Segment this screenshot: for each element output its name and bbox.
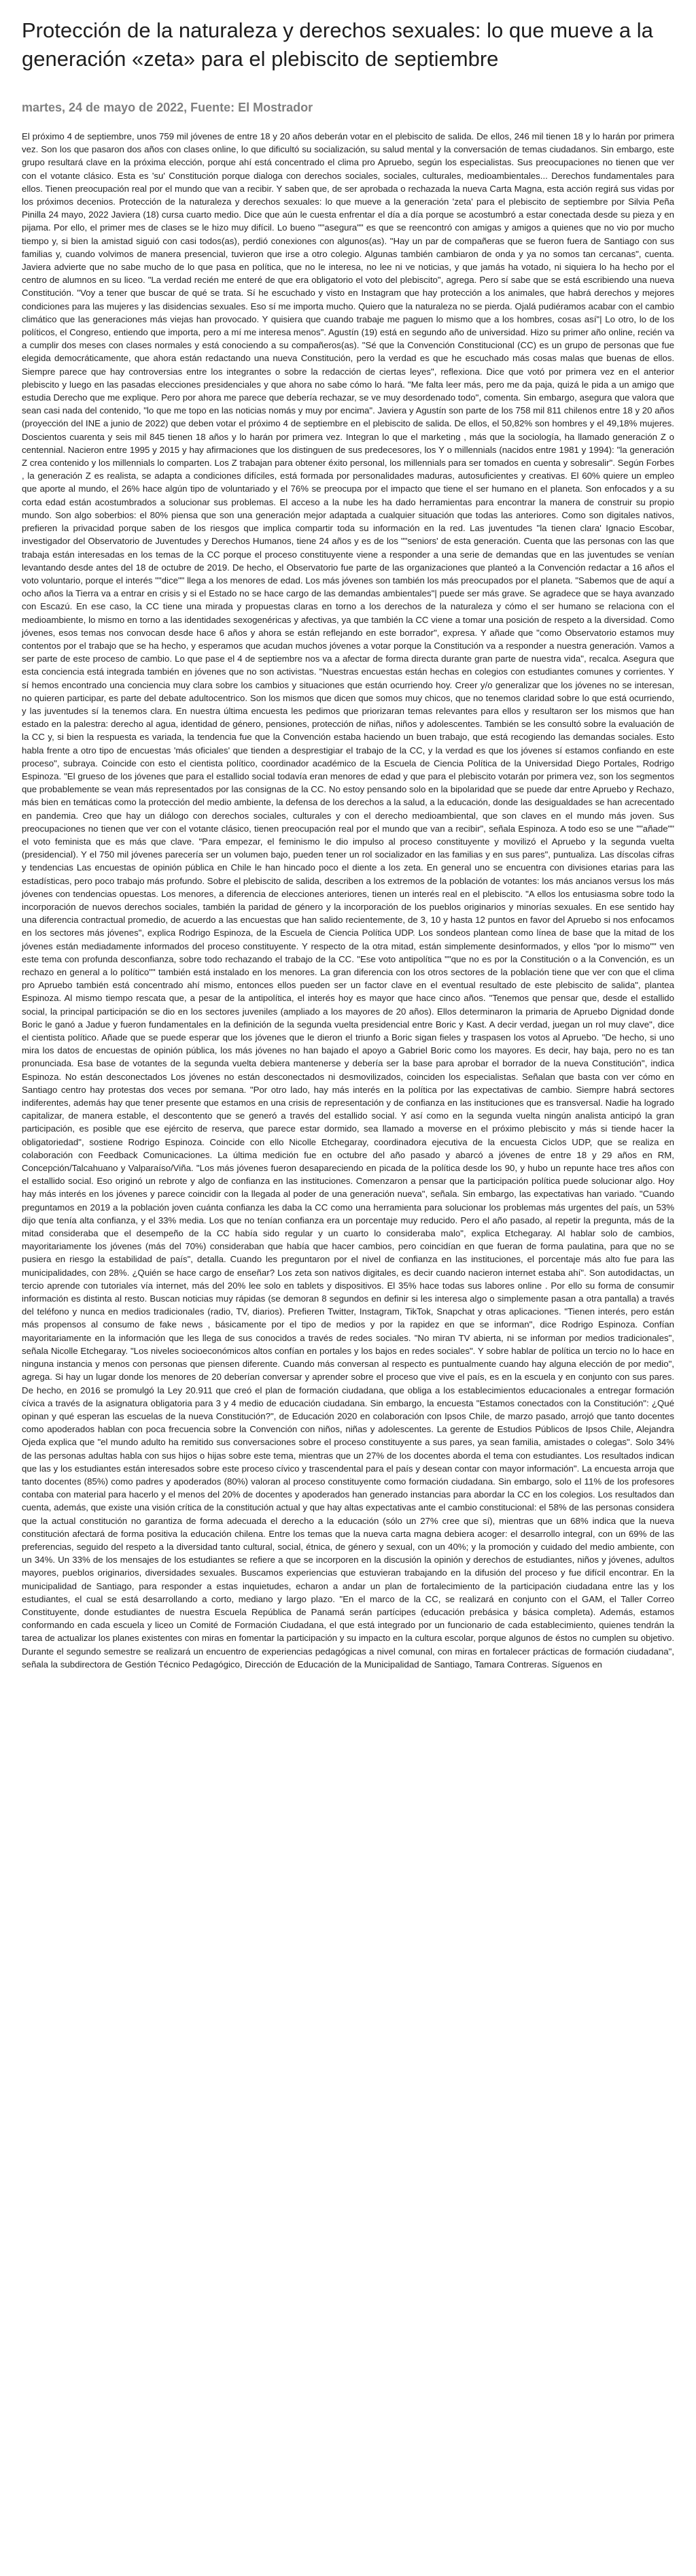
article-title: Protección de la naturaleza y derechos sexuales: lo que mueve a la generación «zeta» para el plebiscito de septiembre bbox=[22, 18, 653, 71]
article-body: El próximo 4 de septiembre, unos 759 mil jóvenes de entre 18 y 20 años deberán votar en el plebiscito de salida. De ellos, 246 mil tienen 18 y lo harán por primera vez. Son los que pasaron dos años con clases online, lo que dificultó su socialización, su salud mental y la conversación de temas ciudadanos. Sin embargo, este grupo resultará clave en la próxima elección, porque ahí está concentrado el clima pro Apruebo, según los especialistas. Sus preocupaciones no tienen que ver con el votante clásico. Esta es 'su' Constitución porque dialoga con derechos sociales, sociales, culturales, medioambientales... Derechos fundamentales para ellos. Tienen preocupación real por el mundo que van a recibir. Y saben que, de ser aprobada o rechazada la nueva Carta Magna, esta acción regirá sus vidas por los próximos decenios. Protección de la naturaleza y derechos sexuales: lo que mueve a la generación 'zeta' para el plebiscito de septiembre por Silvia Peña Pinilla 24 mayo, 2022 Javiera (18) cursa cuarto medio. Dice que aún le cuesta enfrentar el día a día porque se acostumbró a estar conectada desde su pieza y en pijama. Por ello, el primer mes de clases se le hizo muy difícil. Lo bueno ""asegura"" es que se reencontró con amigas y amigos a quienes que no vio por mucho tiempo y, si bien la amistad siguió con casi todos(as), perdió conexiones con algunos(as). "Hay un par de compañeras que se fueron fuera de Santiago con sus familias y, cuando volvimos de manera presencial, tuvieron que irse a otro colegio. Algunas también cambiaron de onda y ya no somos tan cercanas", cuenta. Javiera advierte que no sabe mucho de lo que pasa en política, que no le interesa, no lee ni ve noticias, y que jamás ha votado, ni siquiera lo ha hecho por el centro de alumnos en su liceo. "La verdad recién me enteré de que era obligatorio el voto del plebiscito", agrega. Pero sí sabe que se está escribiendo una nueva Constitución. "Voy a tener que buscar de qué se trata. Sí he escuchado y visto en Instagram que hay protección a los animales, que habrá derechos y mejores condiciones para las mujeres y las disidencias sexuales. Eso sí me importa mucho. Quiero que la naturaleza no se pierda. Ojalá pudiéramos acabar con el cambio climático que las generaciones más viejas han provocado. Y quisiera que cuando trabaje me paguen lo mismo que a los hombres, cosas así"| Lo otro, lo de los políticos, el Congreso, entiendo que importa, pero a mí me interesa menos". Agustín (19) está en segundo año de universidad. Hizo su primer año online, recién va a cumplir dos meses con clases normales y está conociendo a su compañeros(as). "Sé que la Convención Constitucional (CC) es un grupo de personas que fue elegida democráticamente, que ahora están redactando una nueva Constitución, pero la verdad es que he escuchado más cosas malas que buenas de ellos. Siempre parece que hay controversias entre los integrantes o sobre la redacción de ciertas leyes", reflexiona. Dice que votó por primera vez en el anterior plebiscito y luego en las pasadas elecciones presidenciales y que ahora no sabe cómo lo hará. "Me falta leer más, pero me da paja, quizá le pida a un amigo que estudia Derecho que me explique. Pero por ahora me parece que debería rechazar, se ve muy desordenado todo", comenta. Sin embargo, asegura que valora que sean casi nada del contenido, "lo que me topo en las noticias nomás y muy por encima". Javiera y Agustín son parte de los 758 mil 811 chilenos entre 18 y 20 años (proyección del INE a junio de 2022) que deben votar el próximo 4 de septiembre en el plebiscito de salida. De ellos, el 50,82% son hombres y el 49,18% mujeres. Doscientos cuarenta y seis mil 845 tienen 18 años y lo harán por primera vez. Integran lo que el marketing , más que la sociología, ha llamado generación Z o centennial. Nacieron entre 1995 y 2015 y hay afirmaciones que los distinguen de sus predecesores, los Y o millennials (nacidos entre 1981 y 1994): "la generación Z crea contenido y los millennials lo comparten. Los Z trabajan para obtener éxito personal, los millennials para ser tomados en cuenta y sobresalir". Según Forbes , la generación Z es realista, se adapta a condiciones difíciles, está formada por personalidades maduras, autosuficientes y creativas. El 60% quiere un empleo que aporte al mundo, el 26% hace algún tipo de voluntariado y el 76% se preocupa por el impacto que tiene el ser humano en el planeta. Son enfocados y a su corta edad están acostumbrados a solucionar sus problemas. El acceso a la nube les ha dado herramientas para encontrar la manera de construir su propio mundo. Son algo soberbios: el 80% piensa que son una generación mejor adaptada a cualquier situación que todas las anteriores. Como son digitales nativos, prefieren la privacidad porque saben de los riesgos que implica compartir toda su información en la red. Las juventudes "la tienen clara' Ignacio Escobar, investigador del Observatorio de Juventudes y Derechos Humanos, tiene 24 años y es de los ""seniors' de esta generación. Cuenta que las personas con las que trabaja están interesadas en los temas de la CC porque el proceso constituyente viene a responder a una serie de demandas que en las juventudes se venían levantando desde antes del 18 de octubre de 2019. De hecho, el Observatorio fue parte de las organizaciones que planteó a la Convención redactar a 16 años el voto voluntario, porque el interés ""dice"" llega a los menores de edad. Los más jóvenes son también los más preocupados por el planeta. "Sabemos que de aquí a ocho años la Tierra va a entrar en crisis y si el Estado no se hace cargo de las demandas ambientales"| puede ser más grave. Se agradece que se haya avanzado con Escazú. En ese caso, la CC tiene una mirada y propuestas claras en torno a los derechos de la naturaleza y cómo el ser humano se relaciona con el medioambiente, lo mismo en torno a las identidades sexogenéricas y afectivas, ya que también la CC viene a tomar una posición de respeto a la diversidad. Como jóvenes, esos temas nos convocan desde hace 6 años y ahora se están reflejando en este borrador", expresa. Y añade que "como Observatorio estamos muy contentos por el trabajo que se ha hecho, y esperamos que acudan muchos jóvenes a votar porque la Constitución va a responder a nuestra generación. Vamos a ser parte de este proceso de cambio. Lo que pase el 4 de septiembre nos va a afectar de forma directa durante gran parte de nuestra vida", recalca. Asegura que esta conciencia está integrada también en jóvenes que no son activistas. "Nuestras encuestas están hechas en colegios con estudiantes comunes y corrientes. Y sí hemos encontrado una conciencia muy clara sobre los cambios y situaciones que están ocurriendo hoy. Creer y/o generalizar que los jóvenes no se interesan, no quieren participar, es parte del debate adultocentrico. Son los mismos que dicen que somos muy chicos, que no tenemos claridad sobre lo que está ocurriendo, y las juventudes sí la tenemos clara. En nuestra última encuesta les pedimos que priorizaran temas relevantes para ellos y resultaron ser los mismos que han estado en la palestra: derecho al agua, identidad de género, pensiones, protección de niñas, niños y adolescentes. También se les consultó sobre la evaluación de la CC y, si bien la respuesta es variada, la tendencia fue que la Convención estaba haciendo un buen trabajo, que está recogiendo las demandas sociales. Esto habla frente a otro tipo de encuestas 'más oficiales' que tienden a desprestigiar el trabajo de la CC, y la verdad es que los jóvenes sí estamos confiando en este proceso", subraya. Coincide con esto el cientista político, coordinador académico de la Escuela de Ciencia Política de la Universidad Diego Portales, Rodrigo Espinoza. "El grueso de los jóvenes que para el estallido social todavía eran menores de edad y que para el plebiscito votarán por primera vez, son los segmentos que probablemente se vean más representados por las consignas de la CC. No estoy pensando solo en la bipolaridad que se puede dar entre Apruebo y Rechazo, más bien en temáticas como la protección del medio ambiente, la defensa de los derechos a la salud, a la educación, donde las desigualdades se han acrecentado en pandemia. Creo que hay un diálogo con derechos sociales, culturales y con el derecho medioambiental, que son claves en el mundo más joven. Sus preocupaciones no tienen que ver con el votante clásico, tienen preocupación real por el mundo que van a recibir", señala Espinoza. A todo eso se une ""añade"" el voto feminista que es más que clave. "Para empezar, el feminismo le dio impulso al proceso constituyente y movilizó el Apruebo y la segunda vuelta (presidencial). Y el 750 mil jóvenes parecería ser un volumen bajo, pueden tener un rol socializador en las familias y en sus pares", puntualiza. Las díscolas cifras y tendencias Las encuestas de opinión pública en Chile le han hincado poco el diente a los zeta. En general uno se encuentra con divisiones etarias para las estadísticas, pero poco trabajo más profundo. Sobre el plebiscito de salida, describen a los extremos de la población de votantes: los más ancianos versus los más jóvenes con tendencias opuestas. Los menores, a diferencia de elecciones anteriores, tienen un interés real en el plebiscito. "A ellos los entusiasma sobre todo la incorporación de nuevos derechos sociales, también la paridad de género y la incorporación de los pueblos originarios y minorías sexuales. En ese sentido hay una diferencia contractual promedio, de acuerdo a las encuestas que han salido recientemente, de 3, 10 y hasta 12 puntos en favor del Apruebo si nos enfocamos en los sectores más jóvenes", explica Rodrigo Espinoza, de la Escuela de Ciencia Política UDP. Los sondeos plantean como línea de base que la mitad de los jóvenes están mediadamente informados del proceso constituyente. Y respecto de la otra mitad, están simplemente desinformados, y ellos "por lo mismo"" ven este tema con profunda desconfianza, sobre todo rechazando el trabajo de la CC. "Ese voto antipolítica ""que no es por la Constitución o a la Convención, es un rechazo en general a lo político"" también está instalado en los menores. La gran diferencia con los otros sectores de la población tiene que ver con que el clima pro Apruebo también está concentrado ahí mismo, entonces ellos pueden ser un factor clave en el eventual resultado de este plebiscito de salida", plantea Espinoza. Al mismo tiempo rescata que, a pesar de la antipolítica, el interés hoy es mayor que hace cinco años. "Tenemos que pensar que, desde el estallido social, la principal participación se dio en los sectores juveniles (ampliado a los mayores de 20 años). Ellos determinaron la primaria de Apruebo Dignidad donde Boric le ganó a Jadue y fueron fundamentales en la definición de la segunda vuelta presidencial entre Boric y Kast. A decir verdad, juegan un rol muy clave", dice el cientista político. Añade que se puede esperar que los jóvenes que le dieron el triunfo a Boric sigan fieles y traspasen los votos al Apruebo. "De hecho, si uno mira los datos de encuestas de opinión pública, los más jóvenes no han bajado el apoyo a Gabriel Boric como los mayores. Es decir, hay baja, pero no es tan pronunciada. Esa base de votantes de la segunda vuelta debiera mantenerse y debería ser la base para aprobar el borrador de la nueva Constitución", indica Espinoza. No están desconectados Los jóvenes no están desconectados ni desmovilizados, coinciden los especialistas. Señalan que basta con ver cómo en Santiago centro hay protestas dos veces por semana. "Por otro lado, hay más interés en la política por las expectativas de cambio. Siempre habrá sectores indiferentes, además hay que tener presente que estamos en una crisis de representación y de confianza en las instituciones que es transversal. Nadie ha logrado capitalizar, de manera estable, el descontento que se generó a través del estallido social. Y así como en la segunda vuelta ningún analista anticipó la gran participación, es posible que ese ejército de reserva, que parece estar dormido, sea llamado a moverse en el próximo plebiscito y más si tiende hacer la obligatoriedad", sostiene Rodrigo Espinoza. Coincide con ello Nicolle Etchegaray, coordinadora ejecutiva de la encuesta Ciclos UDP, que se realiza en colaboración con Feedback Comunicaciones. La última medición fue en octubre del año pasado y abarcó a jóvenes de entre 18 y 29 años en RM, Concepción/Talcahuano y Valparaíso/Viña. "Los más jóvenes fueron desapareciendo en picada de la política desde los 90, y hubo un repunte hace tres años con el estallido social. Eso originó un rebrote y algo de confianza en las instituciones. Comenzaron a pensar que la participación política puede solucionar algo. Hoy hay más interés en los jóvenes y parece coincidir con la llegada al poder de una generación nueva", señala. Sin embargo, las expectativas han variado. "Cuando preguntamos en 2019 a la población joven cuánta confianza les daba la CC como una herramienta para solucionar los problemas más urgentes del país, un 53% dijo que tenía alta confianza, y el 33% media. Los que no tenían confianza era un porcentaje muy reducido. Pero el año pasado, al repetir la pregunta, más de la mitad consideraba que el desempeño de la CC había sido regular y un cuarto lo consideraba malo", explica Etchegaray. Al hablar solo de cambios, mayoritariamente los jóvenes (más del 70%) consideraban que había que hacer cambios, pero coincidían en que fueran de forma paulatina, para que no se pusiera en riesgo la estabilidad de país", detalla. Cuando les preguntaron por el nivel de confianza en las instituciones, el porcentaje más alto fue para las municipalidades, con 28%. ¿Quién se hace cargo de enseñar? Los zeta son nativos digitales, es decir cuando nacieron internet estaba ahí". Son autodidactas, un tercio aprende con tutoriales vía internet, más del 20% lee solo en tablets y dispositivos. El 35% hace todas sus labores online . Por ello su forma de consumir información es distinta al resto. Buscan noticias muy rápidas (se demoran 8 segundos en definir si les interesa algo o simplemente pasan a otra pantalla) a través del teléfono y nunca en medios tradicionales (radio, TV, diarios). Prefieren Twitter, Instagram, TikTok, Snapchat y otras aplicaciones. "Tienen interés, pero están más propensos al consumo de fake news , básicamente por el tipo de medios y por la rapidez en que se informan", dice Rodrigo Espinoza. Confían mayoritariamente en la información que les llega de sus conocidos a través de redes sociales. "No miran TV abierta, ni se informan por medios tradicionales", señala Nicolle Etchegaray. "Los niveles socioeconómicos altos confían en portales y los bajos en redes sociales". Y sobre hablar de política un tercio no lo hace en ninguna instancia y menos con personas que piensen diferente. Cuando más conversan al respecto es puntualmente cuando hay alguna elección de por medio", agrega. Si hay un lugar donde los menores de 20 deberían conversar y aprender sobre el proceso que vive el país, es en la escuela y en conjunto con sus pares. De hecho, en 2016 se promulgó la Ley 20.911 que creó el plan de formación ciudadana, que obliga a los establecimientos educacionales a entregar formación cívica a través de la asignatura obligatoria para 3 y 4 medio de educación ciudadana. Sin embargo, la encuesta "Estamos conectados con la Constitución": ¿Qué opinan y qué esperan las escuelas de la nueva Constitución?", de Educación 2020 en colaboración con Ipsos Chile, de marzo pasado, arrojó que tanto docentes como apoderados hablan con poca frecuencia sobre la Convención con niños, niñas y adolescentes. La gerente de Estudios Públicos de Ipsos Chile, Alejandra Ojeda explica que "el mundo adulto ha remitido sus conversaciones sobre el proceso constituyente a sus pares, ya sean familia, amistades o colegas". Solo 34% de las personas adultas habla con sus hijos o hijas sobre este tema, mientras que un 27% de los docentes aborda el tema con estudiantes. Los resultados indican que las y los estudiantes están interesados sobre este proceso cívico y trascendental para el país y desean contar con mayor información". La encuesta arroja que tanto docentes (85%) como padres y apoderados (80%) valoran al proceso constituyente como formación ciudadana. Sin embargo, solo el 11% de los profesores contaba con material para hacerlo y el menos del 20% de docentes y apoderados han generado instancias para abordar la CC en los colegios. Los resultados dan cuenta, además, que existe una visión crítica de la constitución actual y que hay altas expectativas ante el cambio constitucional: el 58% de las personas considera que la actual constitución no garantiza de forma adecuada el derecho a la educación (sólo un 27% cree que sí), mientras que un 68% indica que la nueva constitución afectará de forma positiva la educación chilena. Entre los temas que la nueva carta magna debiera acoger: el desarrollo integral, con un 69% de las preferencias, seguido del respeto a la diversidad tanto cultural, social, étnica, de género y sexual, con un 40%; y la promoción y cuidado del medio ambiente, con un 34%. Un 33% de los mensajes de los estudiantes se refiere a que se incorporen en la discusión la opinión y derechos de estudiantes, niños y jóvenes, adultos mayores, pueblos originarios, diversidades sexuales. Buscamos experiencias que estuvieran trabajando en la difusión del proceso y fue difícil encontrar. En la municipalidad de Santiago, para responder a estas inquietudes, echaron a andar un plan de fortalecimiento de la participación ciudadana entre las y los estudiantes, el cual se está desarrollando a corto, mediano y largo plazo. "En el marco de la CC, se realizará en conjunto con el GAM, el Taller Correo Constituyente, donde estudiantes de nuestra Escuela República de Panamá serán partícipes (educación prebásica y básica completa). Además, estamos conformando en cada escuela y liceo un Comité de Formación Ciudadana, el que está integrado por un funcionario de cada establecimiento, quienes tendrán la tarea de actualizar los planes existentes con miras en fomentar la participación y su impacto en la cultura escolar, porque algunos de éstos no cumplen su objetivo. Durante el segundo semestre se realizará un encuentro de experiencias pedagógicas a nivel comunal, con miras en fortalecer prácticas de formación ciudadana", señala la subdirectora de Gestión Técnico Pedagógico, Dirección de Educación de la Municipalidad de Santiago, Tamara Contreras. Síguenos en bbox=[22, 131, 674, 1670]
article-meta: martes, 24 de mayo de 2022, Fuente: El Mostrador bbox=[22, 101, 313, 114]
